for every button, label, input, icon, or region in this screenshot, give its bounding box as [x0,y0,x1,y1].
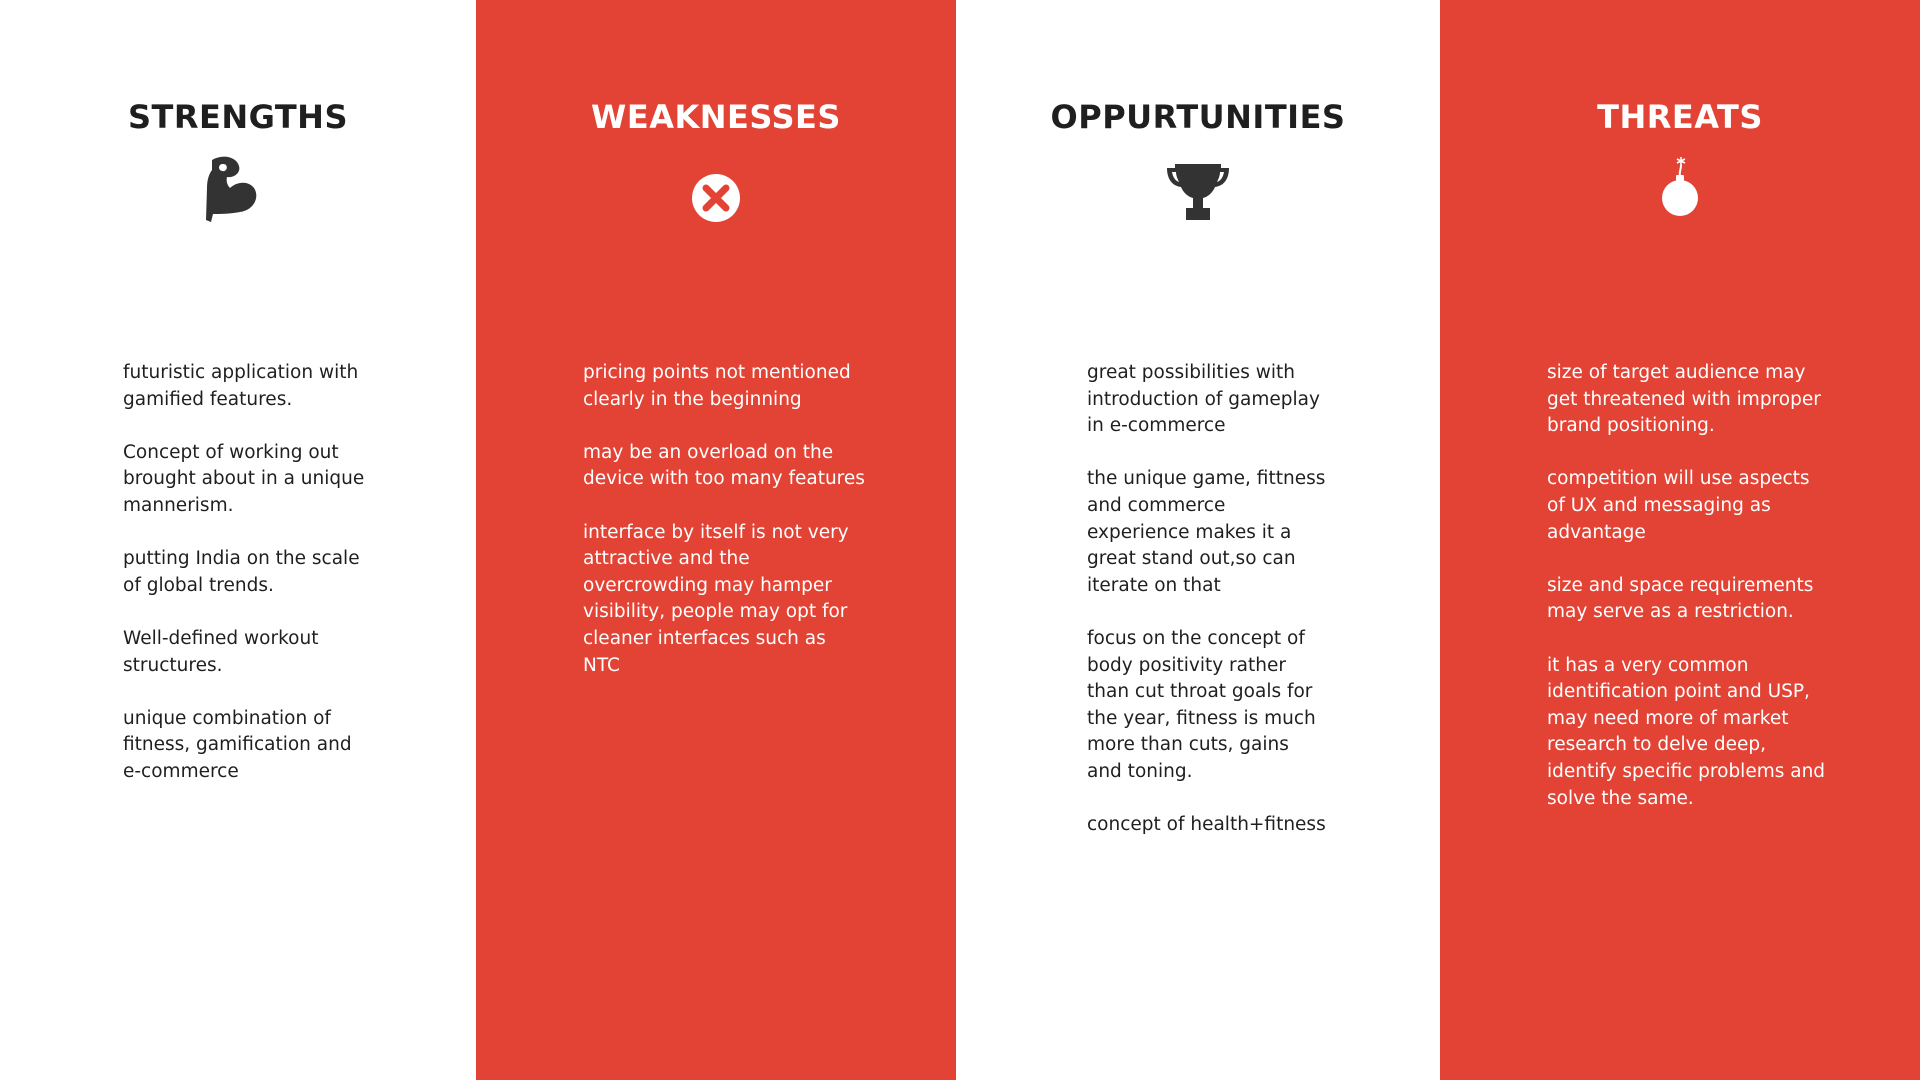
list-item: pricing points not mentioned clearly in the beginning [583,362,851,410]
column-strengths [0,0,476,1080]
list-item: interface by itself is not very attractive and the overcrowding may hamper visibility, people may opt for cleaner interfaces such as NTC [583,521,849,676]
list-item: the unique game, fittness and commerce experience makes it a great stand out,so can iterate on that [1087,468,1326,596]
weaknesses-list [583,360,903,706]
list-item: size and space requirements may serve as a restriction. [1547,574,1814,623]
list-item: putting India on the scale of global trends. [123,548,360,596]
list-item: size of target audience may get threatened with improper brand positioning. [1547,362,1821,437]
opportunities-list [1087,360,1387,865]
list-item: competition will use aspects of UX and messaging as advantage [1547,468,1810,543]
list-item: concept of health+fitness [1087,814,1326,836]
column-weaknesses [476,0,956,1080]
column-threats [1440,0,1920,1080]
list-item: may be an overload on the device with too many features [583,441,865,490]
bomb-icon [1645,152,1715,222]
list-item: it has a very common identification point and USP, may need more of market research to delve deep, identify specific problems and solve the same. [1547,654,1826,809]
x-circle-icon [681,152,751,222]
weaknesses-heading: WEAKNESSES [591,98,841,136]
flexed-bicep-icon [196,152,266,222]
list-item: focus on the concept of body positivity rather than cut throat goals for the year, fitness is much more than cuts, gains and toning. [1087,627,1316,782]
threats-list [1547,360,1867,839]
column-opportunities [956,0,1440,1080]
strengths-list [123,360,423,812]
opportunities-heading: OPPURTUNITIES [1050,98,1346,136]
list-item: futuristic application with gamified features. [123,362,359,410]
list-item: Concept of working out brought about in a unique mannerism. [123,441,365,516]
strengths-heading: STRENGTHS [127,98,348,136]
list-item: unique combination of fitness, gamification and e-commerce [123,707,352,782]
list-item: Well-defined workout structures. [123,627,319,676]
threats-heading: THREATS [1597,98,1763,136]
trophy-icon [1163,152,1233,222]
list-item: great possibilities with introduction of gameplay in e-commerce [1087,362,1320,437]
